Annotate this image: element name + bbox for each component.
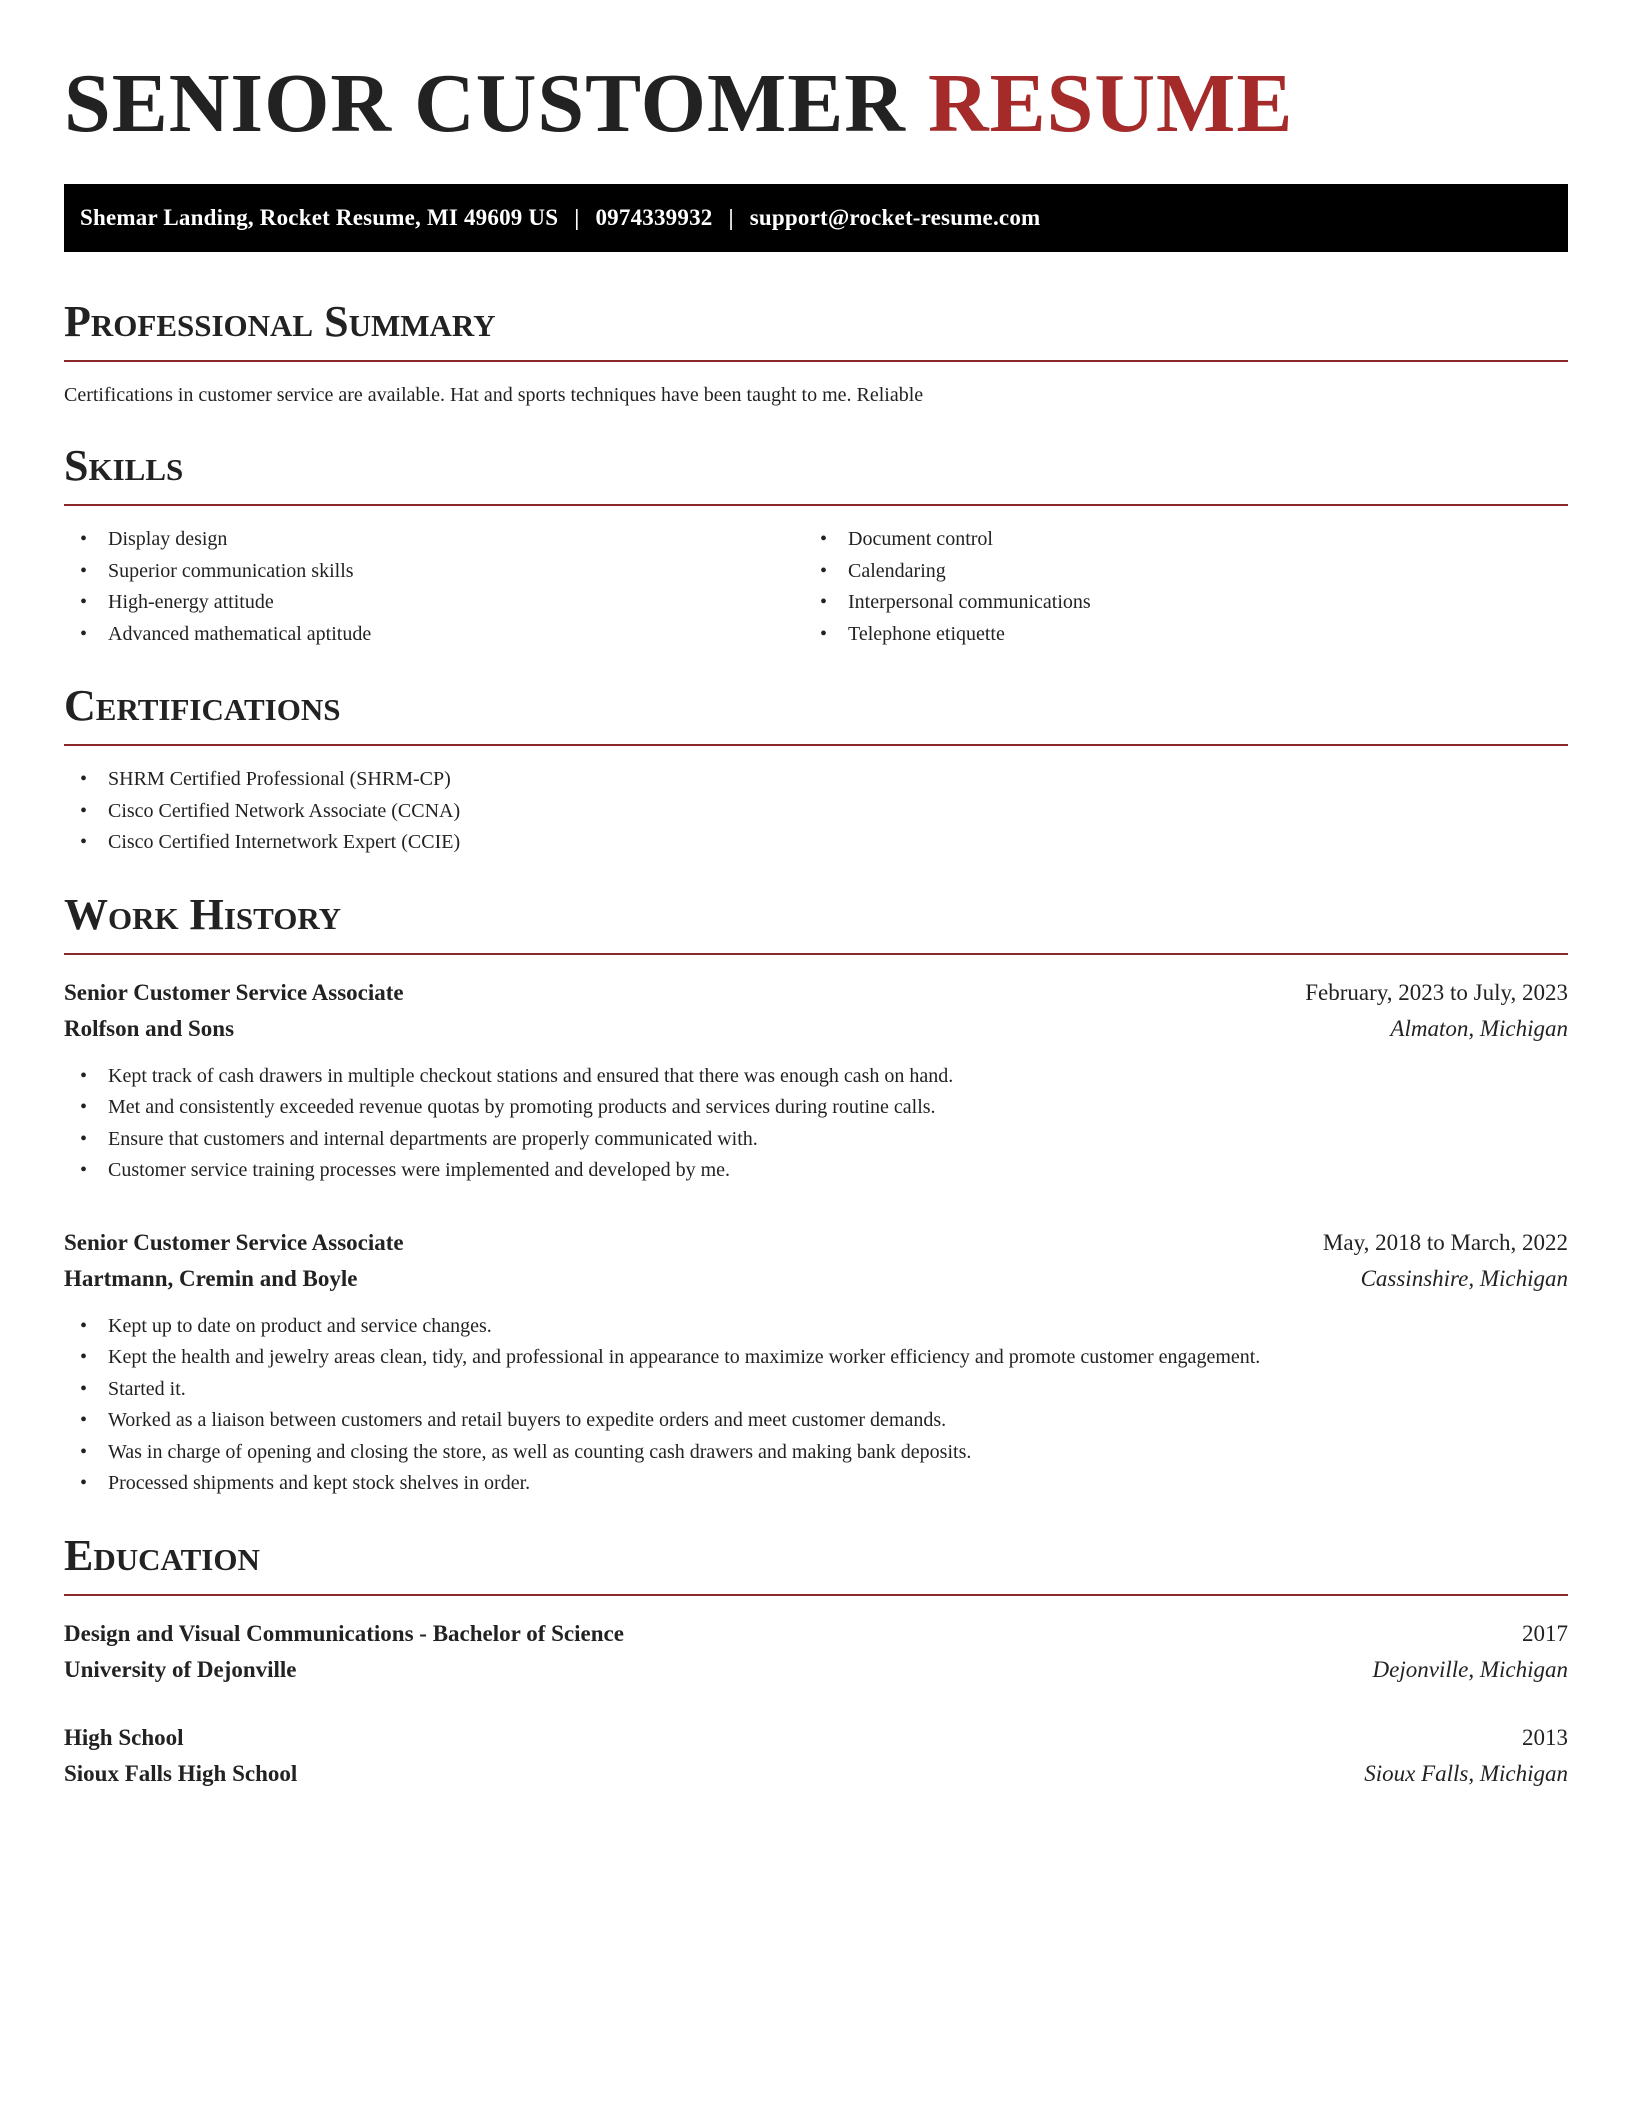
education-location: Dejonville, Michigan (1372, 1656, 1568, 1682)
job-dates: February, 2023 to July, 2023 (1305, 979, 1568, 1005)
job-bullet: • Processed shipments and kept stock shelves in order. (64, 1468, 1568, 1500)
contact-phone: 0974339932 (595, 205, 713, 230)
skills-section (64, 440, 1568, 650)
skill-item: • Display design (64, 524, 804, 556)
summary-heading: Professional Summary (64, 296, 1568, 362)
job-entry (64, 975, 1568, 1187)
job-bullets (64, 1311, 1568, 1500)
job-bullet: • Worked as a liaison between customers and retail buyers to expedite orders and meet customer demands. (64, 1405, 1568, 1437)
education-year: 2013 (1522, 1724, 1568, 1750)
resume-title (64, 56, 1568, 152)
job-bullet: • Customer service training processes were implemented and developed by me. (64, 1155, 1568, 1187)
education-section (64, 1530, 1568, 1792)
skills-list-right (804, 524, 1544, 650)
contact-bar (64, 184, 1568, 252)
certification-item: • SHRM Certified Professional (SHRM-CP) (64, 764, 1568, 796)
job-bullet: • Kept track of cash drawers in multiple checkout stations and ensured that there was enough cash on hand. (64, 1061, 1568, 1093)
skill-item: • Document control (804, 524, 1544, 556)
job-bullet: • Started it. (64, 1374, 1568, 1406)
skills-list-left (64, 524, 804, 650)
skill-item: • Superior communication skills (64, 556, 804, 588)
job-company: Hartmann, Cremin and Boyle (64, 1265, 358, 1291)
job-company-row (64, 1261, 1568, 1297)
education-degree: Design and Visual Communications - Bachelor of Science (64, 1620, 624, 1646)
job-location: Almaton, Michigan (1390, 1015, 1568, 1041)
contact-separator: | (574, 205, 580, 230)
summary-text: Certifications in customer service are available. Hat and sports techniques have been taught to me. Reliable (64, 384, 924, 406)
job-entry (64, 1225, 1568, 1500)
contact-address: Shemar Landing, Rocket Resume, MI 49609 US (80, 205, 559, 230)
job-title-row (64, 975, 1568, 1011)
certification-item: • Cisco Certified Internetwork Expert (CCIE) (64, 827, 1568, 859)
certifications-section (64, 680, 1568, 859)
education-degree-row (64, 1720, 1568, 1756)
title-main: SENIOR CUSTOMER (64, 57, 906, 150)
job-title-row (64, 1225, 1568, 1261)
skill-item: • Telephone etiquette (804, 619, 1544, 651)
work-history-heading: Work History (64, 889, 1568, 955)
title-accent: RESUME (927, 57, 1294, 150)
job-bullet: • Met and consistently exceeded revenue quotas by promoting products and services during routine calls. (64, 1092, 1568, 1124)
skill-item: • Interpersonal communications (804, 587, 1544, 619)
skill-item: • Calendaring (804, 556, 1544, 588)
job-bullet: • Kept the health and jewelry areas clean, tidy, and professional in appearance to maximize worker efficiency and promote customer engagement. (64, 1342, 1568, 1374)
skills-heading: Skills (64, 440, 1568, 506)
skill-item: • High-energy attitude (64, 587, 804, 619)
work-history-section (64, 889, 1568, 1500)
job-bullet: • Ensure that customers and internal departments are properly communicated with. (64, 1124, 1568, 1156)
job-company: Rolfson and Sons (64, 1015, 235, 1041)
education-entry (64, 1616, 1568, 1688)
skill-item: • Advanced mathematical aptitude (64, 619, 804, 651)
job-bullet: • Kept up to date on product and service changes. (64, 1311, 1568, 1343)
education-school-row (64, 1756, 1568, 1792)
contact-email: support@rocket-resume.com (749, 205, 1041, 230)
summary-section (64, 296, 1568, 410)
job-company-row (64, 1011, 1568, 1047)
job-bullet: • Was in charge of opening and closing the store, as well as counting cash drawers and making bank deposits. (64, 1437, 1568, 1469)
job-location: Cassinshire, Michigan (1360, 1265, 1568, 1291)
job-dates: May, 2018 to March, 2022 (1322, 1229, 1568, 1255)
job-title: Senior Customer Service Associate (64, 979, 404, 1005)
education-degree-row (64, 1616, 1568, 1652)
certifications-list (64, 764, 1568, 859)
skills-grid (64, 524, 1568, 650)
education-location: Sioux Falls, Michigan (1364, 1760, 1568, 1786)
job-title: Senior Customer Service Associate (64, 1229, 404, 1255)
education-degree: High School (64, 1724, 184, 1750)
education-school: Sioux Falls High School (64, 1760, 298, 1786)
certifications-heading: Certifications (64, 680, 1568, 746)
education-school: University of Dejonville (64, 1656, 297, 1682)
contact-separator: | (728, 205, 734, 230)
job-bullets (64, 1061, 1568, 1187)
education-entry (64, 1720, 1568, 1792)
education-year: 2017 (1522, 1620, 1568, 1646)
education-school-row (64, 1652, 1568, 1688)
education-heading: Education (64, 1530, 1568, 1596)
certification-item: • Cisco Certified Network Associate (CCNA) (64, 796, 1568, 828)
